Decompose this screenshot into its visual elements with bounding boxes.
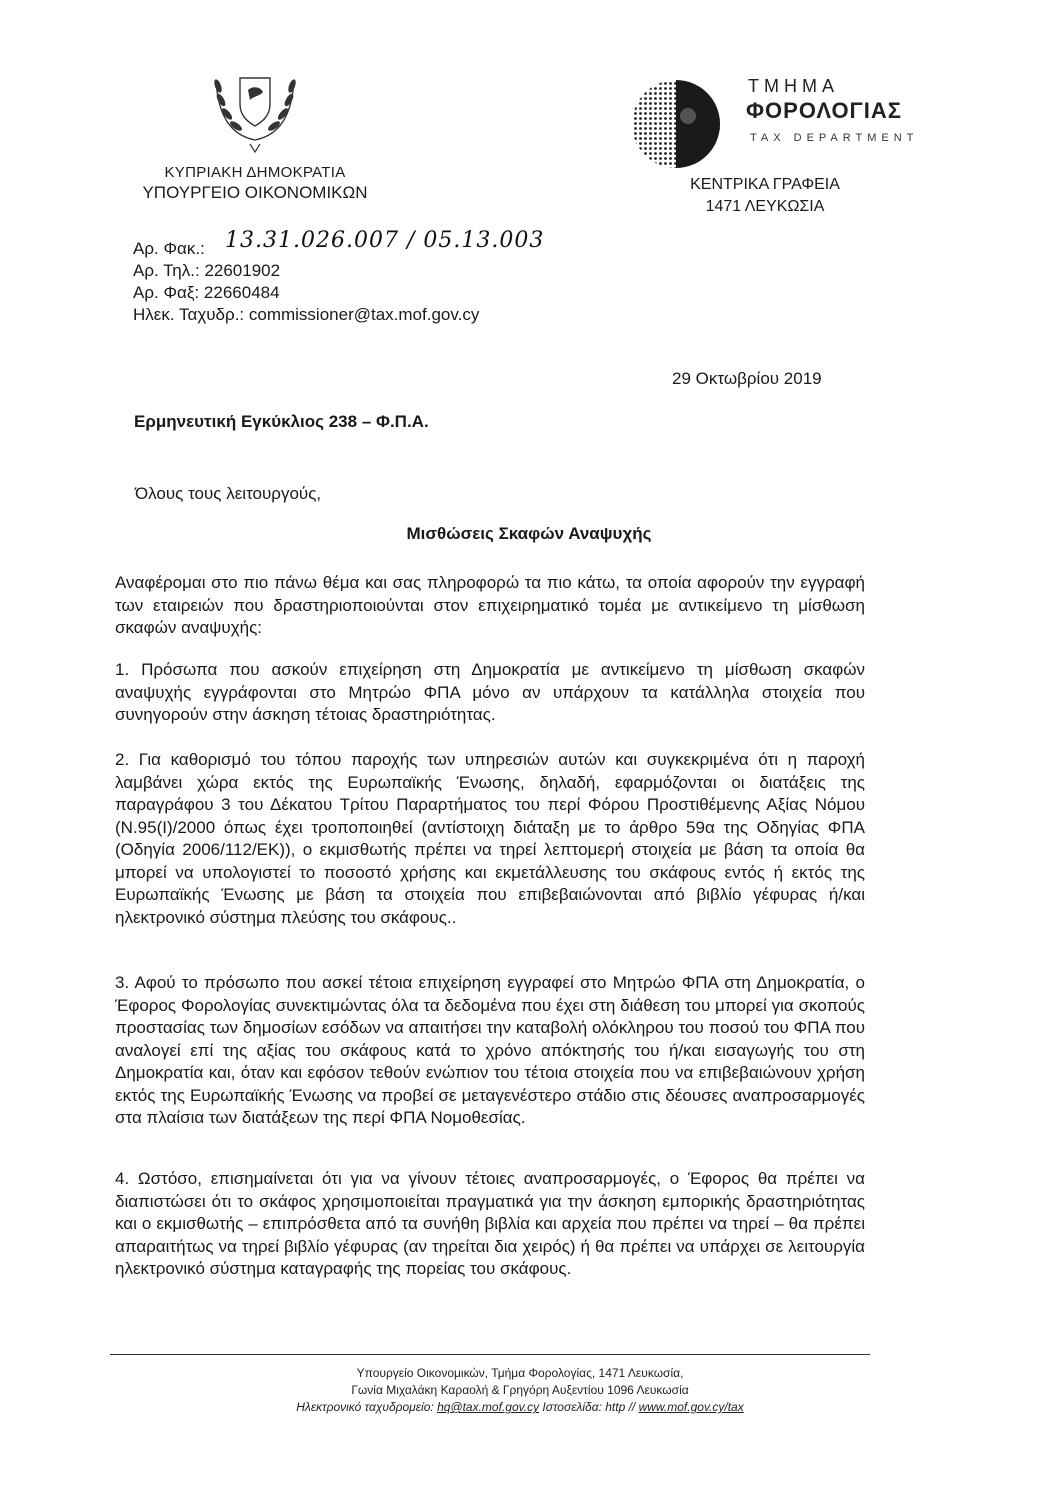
logo-line-tax-department: TAX DEPARTMENT (750, 132, 919, 144)
tax-department-logo (628, 70, 928, 160)
fax-value: 22660484 (203, 283, 280, 302)
logo-line-tmima: ΤΜΗΜΑ (748, 76, 839, 96)
reference-details (133, 228, 545, 326)
office-address (660, 174, 870, 218)
email-row (133, 304, 479, 326)
fax-label: Αρ. Φαξ: (133, 283, 200, 302)
tax-department-seal-icon (628, 76, 724, 172)
email-value: commissioner@tax.mof.gov.cy (248, 305, 480, 324)
footer (200, 1365, 840, 1416)
ministry-heading (110, 164, 400, 203)
letter-date: 29 Οκτωβρίου 2019 (672, 369, 822, 388)
intro-paragraph: Αναφέρομαι στο πιο πάνω θέμα και σας πληροφορώ τα πιο κάτω, τα οποία αφορούν την εγγραφή των εταιρειών που δραστηριοποιούνται στον επιχειρηματικό τομέα με αντικείμενο τη μίσθωση σκαφών αναψυχής: (115, 573, 865, 637)
tel-label: Αρ. Τηλ.: (133, 261, 200, 280)
file-number-label: Αρ. Φακ.: (133, 239, 205, 258)
office-line2: 1471 ΛΕΥΚΩΣΙΑ (705, 198, 825, 215)
tel-row (133, 260, 479, 282)
footer-email-label: Ηλεκτρονικό ταχυδρομείο: (296, 1400, 434, 1414)
letter-title: Μισθώσεις Σκαφών Αναψυχής (406, 524, 652, 543)
circular-subject: Ερμηνευτική Εγκύκλιος 238 – Φ.Π.Α. (134, 412, 429, 431)
file-number-handwritten: 13.31.026.007 / 05.13.003 (225, 228, 545, 253)
email-label: Ηλεκ. Ταχυδρ.: (133, 305, 245, 324)
footer-divider (110, 1354, 870, 1355)
paragraph-4: 4. Ωστόσο, επισημαίνεται ότι για να γίνουν τέτοιες αναπροσαρμογές, ο Έφορος θα πρέπει να διαπιστώσει ότι το σκάφος χρησιμοποιείται πραγματικά για την άσκηση εμπορικής δραστηριότητας και ο εκμισθωτής – επιπρόσθετα από τα συνήθη βιβλία και αρχεία που πρέπει να τηρεί – θα πρέπει απαραιτήτως να τηρεί βιβλίο γέφυρας (αν τηρείται δια χειρός) ή θα πρέπει να υπάρχει σε λειτουργία ηλεκτρονικό σύστημα καταγραφής της πορείας του σκάφους. (115, 1169, 865, 1278)
paragraph-3: 3. Αφού το πρόσωπο που ασκεί τέτοια επιχείρηση εγγραφεί στο Μητρώο ΦΠΑ στη Δημοκρατία, ο Έφορος Φορολογίας συνεκτιμώντας όλα τα δεδομένα που έχει στη διάθεση του μπορεί για σκοπούς προστασίας των δημοσίων εσόδων να απαιτήσει την καταβολή ολόκληρου του ποσού του ΦΠΑ που αναλογεί επί της αξίας του σκάφους κατά το χρόνο απόκτησής του ή/και εισαγωγής του στη Δημοκρατία και, όταν και εφόσον τεθούν ενώπιον του τέτοια στοιχεία που να επιβεβαιώνουν χρήση εκτός της Ευρωπαϊκής Ένωσης να προβεί σε μεταγενέστερο στάδιο στις δέουσες αναπροσαρμογές στα πλαίσια των διατάξεων της περί ΦΠΑ Νομοθεσίας. (115, 973, 865, 1127)
republic-name: ΚΥΠΡΙΑΚΗ ΔΗΜΟΚΡΑΤΙΑ (164, 164, 346, 181)
footer-web-link[interactable]: www.mof.gov.cy/tax (638, 1400, 744, 1414)
tel-value: 22601902 (204, 261, 281, 280)
footer-contact-line (200, 1399, 840, 1416)
footer-web-label: Ιστοσελίδα: http // (542, 1400, 636, 1414)
file-number-row (133, 228, 545, 260)
paragraph-2: 2. Για καθορισμό του τόπου παροχής των υπηρεσιών αυτών και συγκεκριμένα ότι η παροχή λαμβάνει χώρα εκτός της Ευρωπαϊκής Ένωσης, δηλαδή, εφαρμόζονται οι διατάξεις της παραγράφου 3 του Δέκατου Τρίτου Παραρτήματος του περί Φόρου Προστιθέμενης Αξίας Νόμου (Ν.95(Ι)/2000 όπως έχει τροποποιηθεί (αντίστοιχη διάταξη με το άρθρο 59α της Οδηγίας ΦΠΑ (Οδηγία 2006/112/ΕΚ)), ο εκμισθωτής πρέπει να τηρεί λεπτομερή στοιχεία με βάση τα οποία θα μπορεί να υπολογιστεί το ποσοστό χρήσης και εκμετάλλευσης του σκάφους εντός ή εκτός της Ευρωπαϊκής Ένωσης με βάση τα στοιχεία που επιβεβαιώνονται από βιβλίο γέφυρας ή/και ηλεκτρονικό σύστημα πλεύσης του σκάφους.. (115, 750, 865, 927)
fax-row (133, 282, 479, 304)
footer-line2: Γωνία Μιχαλάκη Καραολή & Γρηγόρη Αυξεντίου 1096 Λευκωσία (351, 1383, 689, 1397)
paragraph-1: 1. Πρόσωπα που ασκούν επιχείρηση στη Δημοκρατία με αντικείμενο τη μίσθωση σκαφών αναψυχής εγγράφονται στο Μητρώο ΦΠΑ μόνο αν υπάρχουν τα κατάλληλα στοιχεία που συνηγορούν στην άσκηση τέτοιας δραστηριότητας. (115, 660, 865, 724)
footer-email-link[interactable]: hq@tax.mof.gov.cy (437, 1400, 540, 1414)
cyprus-coat-of-arms-icon (200, 60, 310, 160)
logo-line-forologias: ΦΟΡΟΛΟΓΙΑΣ (746, 98, 902, 123)
office-line1: ΚΕΝΤΡΙΚΑ ΓΡΑΦΕΙΑ (690, 176, 840, 193)
footer-line1: Υπουργείο Οικονομικών, Τμήμα Φορολογίας, 1471 Λευκωσία, (356, 1366, 684, 1380)
ministry-name: ΥΠΟΥΡΓΕΙΟ ΟΙΚΟΝΟΜΙΚΩΝ (142, 183, 368, 202)
greeting: Όλους τους λειτουργούς, (135, 484, 322, 503)
